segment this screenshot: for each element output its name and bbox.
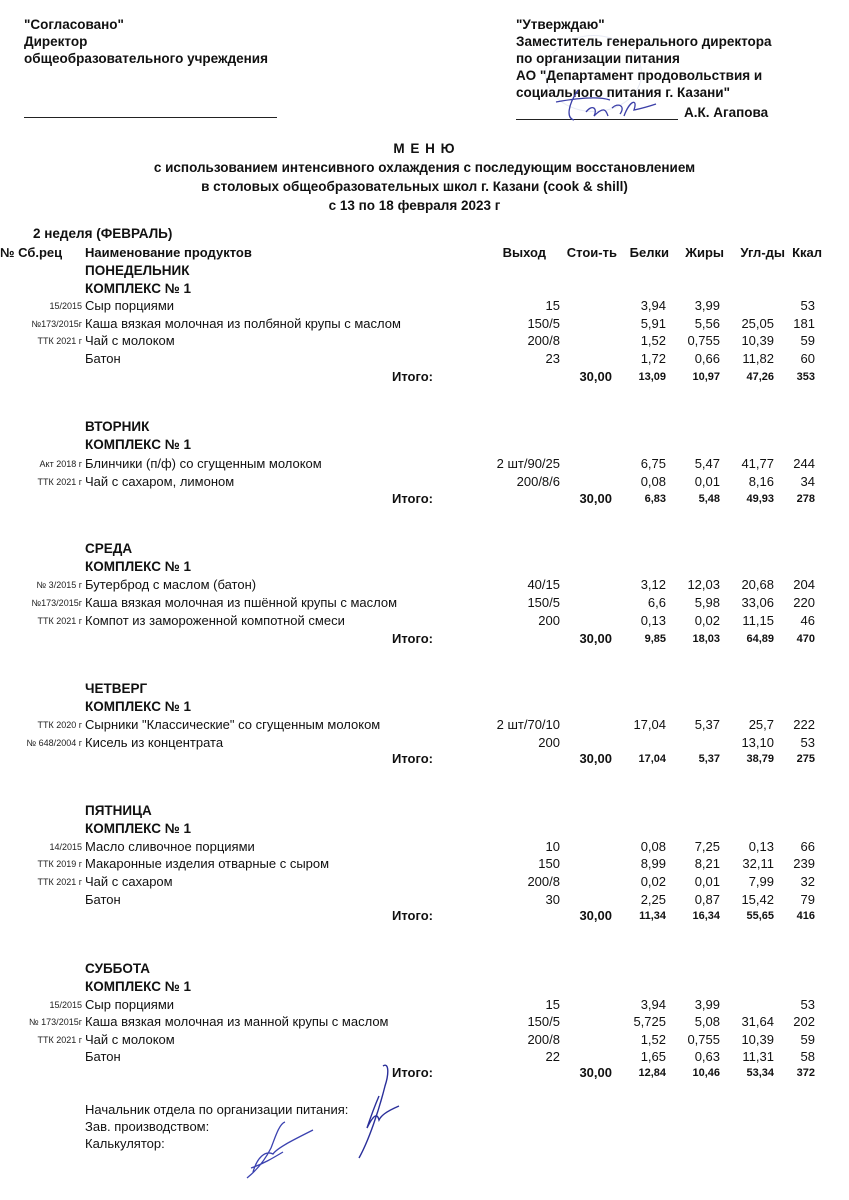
dish-fat: 0,01 bbox=[694, 874, 720, 889]
total-protein: 13,09 bbox=[638, 371, 666, 383]
dish-yield: 10 bbox=[545, 839, 560, 854]
dish-protein: 17,04 bbox=[633, 717, 666, 732]
dish-yield: 150/5 bbox=[527, 316, 560, 331]
total-carbs: 55,65 bbox=[746, 910, 774, 922]
dish-carbs: 11,82 bbox=[742, 351, 774, 366]
recipe-code: №173/2015г bbox=[31, 598, 82, 608]
dish-fat: 5,98 bbox=[694, 595, 720, 610]
table-row bbox=[0, 474, 849, 491]
col-name: Наименование продуктов bbox=[85, 245, 252, 260]
table-row bbox=[0, 735, 849, 752]
total-cost: 30,00 bbox=[579, 631, 612, 646]
recipe-code: ТТК 2021 г bbox=[37, 616, 82, 626]
approval-left bbox=[24, 16, 268, 67]
table-row bbox=[0, 595, 849, 612]
week-label: 2 неделя (ФЕВРАЛЬ) bbox=[33, 226, 173, 241]
dish-yield: 150/5 bbox=[527, 1014, 560, 1029]
dish-kcal: 239 bbox=[793, 856, 815, 871]
total-fat: 5,48 bbox=[698, 493, 720, 505]
dish-yield: 200 bbox=[538, 735, 560, 750]
table-row bbox=[0, 298, 849, 315]
table-header bbox=[0, 245, 849, 262]
total-fat: 10,97 bbox=[692, 371, 720, 383]
table-row bbox=[0, 577, 849, 594]
total-kcal: 278 bbox=[796, 493, 815, 505]
document-title bbox=[0, 139, 849, 215]
recipe-code: ТТК 2019 г bbox=[37, 859, 82, 869]
approval-right-line-1: Заместитель генерального директора bbox=[516, 34, 772, 49]
dish-yield: 200/8 bbox=[527, 874, 560, 889]
dish-kcal: 202 bbox=[793, 1014, 815, 1029]
day-heading-wednesday: СРЕДА bbox=[85, 541, 133, 556]
dish-name: Чай с молоком bbox=[85, 1032, 175, 1047]
total-label: Итого: bbox=[392, 751, 433, 766]
dish-fat: 3,99 bbox=[694, 997, 720, 1012]
dish-name: Каша вязкая молочная из пшённой крупы с маслом bbox=[85, 595, 398, 610]
dish-kcal: 79 bbox=[800, 892, 815, 907]
menu-heading: М Е Н Ю bbox=[393, 141, 456, 156]
table-row bbox=[0, 874, 849, 891]
total-fat: 16,34 bbox=[692, 910, 720, 922]
dish-name: Сыр порциями bbox=[85, 298, 175, 313]
dish-carbs: 20,68 bbox=[741, 577, 774, 592]
total-protein: 11,34 bbox=[639, 910, 666, 922]
dish-protein: 3,12 bbox=[640, 577, 666, 592]
dish-carbs: 31,64 bbox=[741, 1014, 774, 1029]
dish-fat: 5,56 bbox=[694, 316, 720, 331]
dish-kcal: 66 bbox=[800, 839, 815, 854]
dish-name: Каша вязкая молочная из манной крупы с маслом bbox=[85, 1014, 389, 1029]
dish-carbs: 11,15 bbox=[742, 613, 774, 628]
menu-subtitle-1: с использованием интенсивного охлаждения с последующим восстановлением bbox=[153, 160, 696, 175]
dish-name: Масло сливочное порциями bbox=[85, 839, 255, 854]
dish-protein: 1,65 bbox=[640, 1049, 666, 1064]
dish-kcal: 59 bbox=[800, 333, 815, 348]
dish-protein: 1,72 bbox=[640, 351, 666, 366]
total-carbs: 38,79 bbox=[746, 753, 774, 765]
recipe-code: № 648/2004 г bbox=[26, 738, 82, 748]
total-label: Итого: bbox=[392, 1065, 433, 1080]
dish-fat: 5,08 bbox=[694, 1014, 720, 1029]
dish-protein: 0,08 bbox=[640, 839, 666, 854]
dish-kcal: 53 bbox=[800, 997, 815, 1012]
dish-yield: 23 bbox=[545, 351, 560, 366]
dish-fat: 5,37 bbox=[694, 717, 720, 732]
dish-carbs: 33,06 bbox=[741, 595, 774, 610]
table-row bbox=[0, 892, 849, 909]
day-heading-tuesday: ВТОРНИК bbox=[85, 419, 150, 434]
total-protein: 12,84 bbox=[638, 1067, 666, 1079]
dish-yield: 2 шт/70/10 bbox=[496, 717, 560, 732]
dish-kcal: 59 bbox=[800, 1032, 815, 1047]
dish-carbs: 32,11 bbox=[742, 856, 774, 871]
dish-yield: 150/5 bbox=[527, 595, 560, 610]
dish-yield: 40/15 bbox=[527, 577, 560, 592]
dish-yield: 15 bbox=[545, 997, 560, 1012]
dish-yield: 22 bbox=[545, 1049, 560, 1064]
dish-carbs: 8,16 bbox=[748, 474, 774, 489]
total-label: Итого: bbox=[392, 908, 433, 923]
dish-kcal: 53 bbox=[800, 298, 815, 313]
dish-yield: 200/8 bbox=[527, 333, 560, 348]
col-fat: Жиры bbox=[685, 245, 724, 260]
table-row bbox=[0, 856, 849, 873]
dish-name: Каша вязкая молочная из полбяной крупы с маслом bbox=[85, 316, 401, 331]
dish-kcal: 46 bbox=[800, 613, 815, 628]
footer-production-manager: Зав. производством: bbox=[85, 1119, 210, 1134]
col-code: № Сб.рец bbox=[0, 245, 63, 260]
dish-protein: 0,13 bbox=[640, 613, 666, 628]
dish-kcal: 53 bbox=[800, 735, 815, 750]
table-row bbox=[0, 1032, 849, 1049]
table-row bbox=[0, 333, 849, 350]
recipe-code: 15/2015 bbox=[49, 1000, 82, 1010]
total-fat: 5,37 bbox=[698, 753, 720, 765]
dish-yield: 200/8/6 bbox=[516, 474, 560, 489]
dish-protein: 6,6 bbox=[647, 595, 666, 610]
total-row bbox=[0, 1065, 849, 1082]
approval-right-title: "Утверждаю" bbox=[516, 17, 605, 32]
dish-carbs: 10,39 bbox=[741, 1032, 774, 1047]
day-heading-monday: ПОНЕДЕЛЬНИК bbox=[85, 263, 190, 278]
table-row bbox=[0, 316, 849, 333]
dish-carbs: 25,7 bbox=[748, 717, 774, 732]
signature-production-icon bbox=[243, 1118, 315, 1180]
dish-protein: 1,52 bbox=[640, 333, 666, 348]
dish-fat: 3,99 bbox=[694, 298, 720, 313]
recipe-code: №173/2015г bbox=[31, 319, 82, 329]
total-carbs: 49,93 bbox=[746, 493, 774, 505]
total-row bbox=[0, 908, 849, 925]
dish-fat: 0,66 bbox=[694, 351, 720, 366]
total-fat: 10,46 bbox=[692, 1067, 720, 1079]
total-label: Итого: bbox=[392, 491, 433, 506]
total-row bbox=[0, 369, 849, 386]
total-row bbox=[0, 631, 849, 648]
dish-yield: 15 bbox=[545, 298, 560, 313]
footer-calculator: Калькулятор: bbox=[85, 1136, 165, 1151]
dish-kcal: 220 bbox=[793, 595, 815, 610]
dish-name: Батон bbox=[85, 351, 121, 366]
complex-heading-wednesday: КОМПЛЕКС № 1 bbox=[85, 559, 192, 574]
col-yield: Выход bbox=[502, 245, 546, 260]
total-cost: 30,00 bbox=[579, 751, 612, 766]
table-row bbox=[0, 613, 849, 630]
dish-carbs: 15,42 bbox=[741, 892, 774, 907]
complex-heading-monday: КОМПЛЕКС № 1 bbox=[85, 281, 192, 296]
dish-kcal: 58 bbox=[800, 1049, 815, 1064]
table-row bbox=[0, 351, 849, 368]
dish-protein: 0,02 bbox=[640, 874, 666, 889]
day-heading-thursday: ЧЕТВЕРГ bbox=[85, 681, 148, 696]
recipe-code: ТТК 2021 г bbox=[37, 1035, 82, 1045]
complex-heading-thursday: КОМПЛЕКС № 1 bbox=[85, 699, 192, 714]
dish-carbs: 41,77 bbox=[741, 456, 774, 471]
dish-name: Кисель из концентрата bbox=[85, 735, 224, 750]
dish-carbs: 25,05 bbox=[741, 316, 774, 331]
footer-head-of-catering: Начальник отдела по организации питания: bbox=[85, 1102, 349, 1117]
col-carbs: Угл-ды bbox=[740, 245, 785, 260]
col-cost: Стои-ть bbox=[566, 245, 617, 260]
complex-heading-saturday: КОМПЛЕКС № 1 bbox=[85, 979, 192, 994]
total-carbs: 64,89 bbox=[746, 633, 774, 645]
dish-yield: 200/8 bbox=[527, 1032, 560, 1047]
approval-left-position: Директор bbox=[24, 34, 88, 49]
dish-kcal: 32 bbox=[800, 874, 815, 889]
dish-fat: 8,21 bbox=[694, 856, 720, 871]
dish-kcal: 222 bbox=[793, 717, 815, 732]
dish-kcal: 60 bbox=[800, 351, 815, 366]
dish-protein: 5,91 bbox=[640, 316, 666, 331]
dish-name: Батон bbox=[85, 1049, 121, 1064]
dish-carbs: 11,31 bbox=[742, 1049, 774, 1064]
total-protein: 17,04 bbox=[638, 753, 666, 765]
total-cost: 30,00 bbox=[579, 908, 612, 923]
dish-yield: 30 bbox=[545, 892, 560, 907]
dish-fat: 5,47 bbox=[694, 456, 720, 471]
dish-kcal: 204 bbox=[793, 577, 815, 592]
table-row bbox=[0, 456, 849, 473]
total-fat: 18,03 bbox=[692, 633, 720, 645]
approval-right-line-2: по организации питания bbox=[516, 51, 680, 66]
dish-fat: 12,03 bbox=[687, 577, 720, 592]
day-heading-friday: ПЯТНИЦА bbox=[85, 803, 152, 818]
approval-left-organization: общеобразовательного учреждения bbox=[24, 51, 268, 66]
dish-protein: 0,08 bbox=[640, 474, 666, 489]
dish-kcal: 34 bbox=[800, 474, 815, 489]
total-row bbox=[0, 751, 849, 768]
col-kcal: Ккал bbox=[792, 245, 822, 260]
dish-fat: 0,63 bbox=[694, 1049, 720, 1064]
recipe-code: № 173/2015г bbox=[29, 1017, 82, 1027]
dish-protein: 8,99 bbox=[640, 856, 666, 871]
approval-right-line-4: социального питания г. Казани" bbox=[516, 85, 730, 100]
dish-yield: 200 bbox=[538, 613, 560, 628]
approval-right-line-3: АО "Департамент продовольствия и bbox=[516, 68, 763, 83]
total-kcal: 275 bbox=[796, 753, 815, 765]
total-kcal: 416 bbox=[796, 910, 815, 922]
dish-fat: 0,02 bbox=[694, 613, 720, 628]
dish-yield: 2 шт/90/25 bbox=[496, 456, 560, 471]
dish-carbs: 13,10 bbox=[741, 735, 774, 750]
dish-kcal: 181 bbox=[793, 316, 815, 331]
dish-fat: 7,25 bbox=[694, 839, 720, 854]
table-row bbox=[0, 717, 849, 734]
recipe-code: Акт 2018 г bbox=[39, 459, 82, 469]
total-row bbox=[0, 491, 849, 508]
total-kcal: 372 bbox=[796, 1067, 815, 1079]
total-protein: 9,85 bbox=[644, 633, 666, 645]
dish-name: Макаронные изделия отварные с сыром bbox=[85, 856, 330, 871]
dish-fat: 0,87 bbox=[694, 892, 720, 907]
total-protein: 6,83 bbox=[644, 493, 666, 505]
recipe-code: 15/2015 bbox=[49, 301, 82, 311]
signature-head-icon bbox=[345, 1060, 405, 1165]
dish-name: Блинчики (п/ф) со сгущенным молоком bbox=[85, 456, 322, 471]
dish-protein: 3,94 bbox=[640, 997, 666, 1012]
menu-period: с 13 по 18 февраля 2023 г bbox=[328, 198, 501, 213]
dish-protein: 1,52 bbox=[640, 1032, 666, 1047]
recipe-code: 14/2015 bbox=[49, 842, 82, 852]
dish-fat: 0,755 bbox=[687, 1032, 720, 1047]
total-cost: 30,00 bbox=[579, 369, 612, 384]
menu-subtitle-2: в столовых общеобразовательных школ г. Казани (cook & shill) bbox=[201, 179, 628, 194]
dish-carbs: 0,13 bbox=[748, 839, 774, 854]
dish-carbs: 7,99 bbox=[748, 874, 774, 889]
complex-heading-tuesday: КОМПЛЕКС № 1 bbox=[85, 437, 192, 452]
dish-name: Чай с сахаром, лимоном bbox=[85, 474, 235, 489]
recipe-code: ТТК 2021 г bbox=[37, 336, 82, 346]
dish-name: Бутерброд с маслом (батон) bbox=[85, 577, 257, 592]
recipe-code: ТТК 2020 г bbox=[37, 720, 82, 730]
dish-kcal: 244 bbox=[793, 456, 815, 471]
total-kcal: 353 bbox=[796, 371, 815, 383]
total-kcal: 470 bbox=[796, 633, 815, 645]
dish-fat: 0,01 bbox=[694, 474, 720, 489]
dish-protein: 3,94 bbox=[640, 298, 666, 313]
total-carbs: 53,34 bbox=[746, 1067, 774, 1079]
table-row bbox=[0, 1049, 849, 1066]
dish-name: Сырники "Классические" со сгущенным молоком bbox=[85, 717, 381, 732]
recipe-code: ТТК 2021 г bbox=[37, 477, 82, 487]
dish-carbs: 10,39 bbox=[741, 333, 774, 348]
recipe-code: № 3/2015 г bbox=[36, 580, 82, 590]
complex-heading-friday: КОМПЛЕКС № 1 bbox=[85, 821, 192, 836]
dish-yield: 150 bbox=[538, 856, 560, 871]
table-row bbox=[0, 997, 849, 1014]
dish-protein: 5,725 bbox=[633, 1014, 666, 1029]
dish-name: Компот из замороженной компотной смеси bbox=[85, 613, 345, 628]
day-heading-saturday: СУББОТА bbox=[85, 961, 151, 976]
dish-name: Чай с сахаром bbox=[85, 874, 173, 889]
dish-protein: 6,75 bbox=[640, 456, 666, 471]
table-row bbox=[0, 1014, 849, 1031]
dish-name: Чай с молоком bbox=[85, 333, 175, 348]
dish-protein: 2,25 bbox=[640, 892, 666, 907]
approval-left-signature-line bbox=[24, 117, 277, 118]
total-cost: 30,00 bbox=[579, 1065, 612, 1080]
total-carbs: 47,26 bbox=[746, 371, 774, 383]
total-label: Итого: bbox=[392, 369, 433, 384]
dish-fat: 0,755 bbox=[687, 333, 720, 348]
dish-name: Сыр порциями bbox=[85, 997, 175, 1012]
col-protein: Белки bbox=[629, 245, 669, 260]
signature-approver-icon bbox=[548, 80, 658, 125]
table-row bbox=[0, 839, 849, 856]
total-cost: 30,00 bbox=[579, 491, 612, 506]
recipe-code: ТТК 2021 г bbox=[37, 877, 82, 887]
approval-right-signer: А.К. Агапова bbox=[684, 105, 769, 120]
dish-name: Батон bbox=[85, 892, 121, 907]
total-label: Итого: bbox=[392, 631, 433, 646]
approval-left-title: "Согласовано" bbox=[24, 17, 124, 32]
